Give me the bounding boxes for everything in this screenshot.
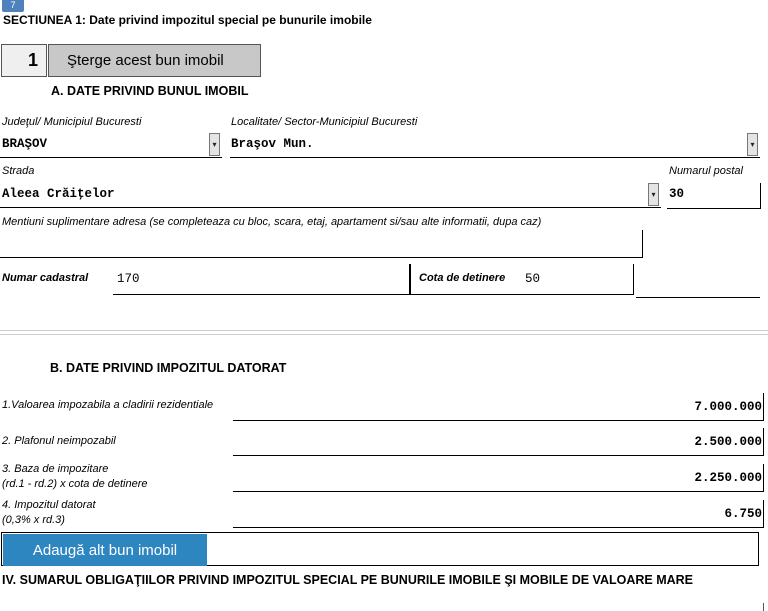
postal-number-value: 30: [669, 187, 685, 201]
row1-value-field[interactable]: [233, 393, 764, 421]
row2-label: 2. Plafonul neimpozabil: [2, 435, 116, 447]
row1-value: 7.000.000: [694, 400, 762, 414]
share-label: Cota de detinere: [419, 272, 506, 284]
row4-label: 4. Impozitul datorat: [2, 499, 96, 511]
postal-number-label: Numarul postal: [669, 165, 743, 177]
property-index: 1: [1, 44, 47, 77]
row3-value: 2.250.000: [694, 471, 762, 485]
county-label: Judeţul/ Municipiul Bucuresti: [2, 116, 142, 128]
locality-value: Braşov Mun.: [231, 137, 314, 151]
locality-select[interactable]: [230, 133, 760, 158]
row3-sublabel: (rd.1 - rd.2) x cota de detinere: [2, 478, 148, 490]
add-property-button[interactable]: Adaugă alt bun imobil: [3, 534, 207, 566]
cadastral-label: Numar cadastral: [2, 272, 89, 284]
street-dropdown-arrow-icon[interactable]: ▾: [648, 183, 659, 206]
extra-address-input[interactable]: [0, 230, 643, 258]
county-value: BRAŞOV: [2, 137, 48, 151]
locality-dropdown-arrow-icon[interactable]: ▾: [747, 133, 758, 156]
row4-value: 6.750: [724, 507, 762, 521]
county-dropdown-arrow-icon[interactable]: ▾: [209, 133, 220, 156]
cadastral-value: 170: [117, 272, 140, 286]
section-b-title: B. DATE PRIVIND IMPOZITUL DATORAT: [50, 361, 287, 375]
share-value: 50: [525, 272, 541, 286]
section-separator: [0, 330, 768, 331]
extra-address-label: Mentiuni suplimentare adresa (se completeaza cu bloc, scara, etaj, apartament si/sau alte informatii, dupa caz): [2, 216, 542, 228]
street-value: Aleea Crăiţelor: [2, 187, 115, 201]
locality-label: Localitate/ Sector-Municipiul Bucuresti: [231, 116, 418, 128]
row3-value-field[interactable]: [233, 464, 764, 492]
street-label: Strada: [2, 165, 35, 177]
row2-value-field[interactable]: [233, 428, 764, 456]
share-input[interactable]: [409, 264, 634, 295]
cadastral-input[interactable]: [113, 264, 411, 295]
row3-label: 3. Baza de impozitare: [2, 463, 109, 475]
section-title: SECTIUNEA 1: Date privind impozitul special pe bunurile imobile: [3, 13, 372, 27]
row1-label: 1.Valoarea impozabila a cladirii rezidentiale: [2, 399, 214, 411]
row4-value-field[interactable]: [233, 500, 764, 528]
delete-property-button[interactable]: Şterge acest bun imobil: [48, 44, 261, 77]
section-a-title: A. DATE PRIVIND BUNUL IMOBIL: [51, 84, 249, 98]
scroll-tick: [763, 603, 764, 611]
row4-sublabel: (0,3% x rd.3): [2, 514, 65, 526]
row2-value: 2.500.000: [694, 435, 762, 449]
county-select[interactable]: [0, 133, 222, 158]
page-corner-tab: 7: [2, 0, 24, 12]
section-iv-title: IV. SUMARUL OBLIGAŢIILOR PRIVIND IMPOZITUL SPECIAL PE BUNURILE IMOBILE ŞI MOBILE DE VALOARE MARE: [2, 573, 694, 587]
section-separator: [0, 334, 768, 335]
street-select[interactable]: [0, 183, 661, 208]
postal-number-input[interactable]: [667, 183, 761, 209]
divider: [636, 297, 760, 298]
